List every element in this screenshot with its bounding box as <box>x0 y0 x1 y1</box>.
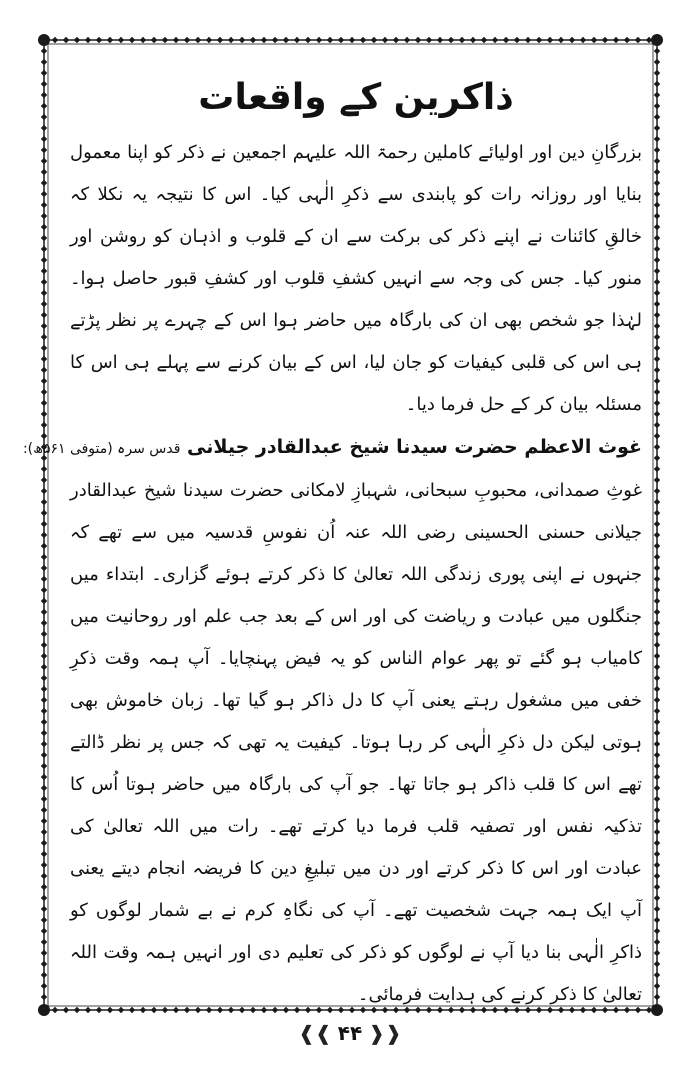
border-diamond <box>654 257 660 263</box>
border-diamond <box>206 37 212 43</box>
border-diamond <box>654 158 660 164</box>
border-diamond <box>654 224 660 230</box>
border-diamond <box>547 37 553 43</box>
border-diamond <box>624 37 630 43</box>
border-diamond <box>349 37 355 43</box>
border-diamond <box>41 213 47 219</box>
border-diamond <box>41 675 47 681</box>
border-diamond <box>41 334 47 340</box>
border-diamond <box>654 598 660 604</box>
border-diamond <box>635 37 641 43</box>
border-diamond <box>654 851 660 857</box>
border-diamond <box>41 488 47 494</box>
border-diamond <box>305 37 311 43</box>
border-diamond <box>41 224 47 230</box>
border-diamond <box>184 37 190 43</box>
section-heading-sub: قدس سرہ (متوفی ۵۶۱ھ): <box>22 441 181 457</box>
border-diamond <box>569 37 575 43</box>
border-diamond <box>654 81 660 87</box>
border-diamond <box>41 763 47 769</box>
border-diamond <box>41 741 47 747</box>
border-diamond <box>536 37 542 43</box>
border-diamond <box>654 983 660 989</box>
border-diamond <box>41 620 47 626</box>
border-diamond <box>41 290 47 296</box>
border-diamond <box>654 829 660 835</box>
border-diamond <box>74 37 80 43</box>
border-diamond <box>41 818 47 824</box>
border-diamond <box>654 92 660 98</box>
border-diamond <box>654 774 660 780</box>
border-diamond <box>654 807 660 813</box>
border-diamond <box>316 37 322 43</box>
section-heading <box>22 426 642 470</box>
border-diamond <box>654 642 660 648</box>
border-diamond <box>41 499 47 505</box>
border-diamond <box>470 37 476 43</box>
border-diamond <box>239 37 245 43</box>
border-diamond <box>41 70 47 76</box>
border-diamond <box>41 191 47 197</box>
border-diamond <box>41 103 47 109</box>
border-diamond <box>654 697 660 703</box>
border-diamond <box>63 37 69 43</box>
border-diamond <box>654 59 660 65</box>
border-diamond <box>654 939 660 945</box>
border-diamond <box>654 499 660 505</box>
border-diamond <box>654 664 660 670</box>
border-diamond <box>52 37 58 43</box>
border-diamond <box>602 37 608 43</box>
border-diamond <box>654 488 660 494</box>
border-diamond <box>591 37 597 43</box>
border-diamond <box>654 554 660 560</box>
border-diamond <box>118 37 124 43</box>
border-diamond <box>217 37 223 43</box>
border-diamond <box>41 125 47 131</box>
border-diamond <box>41 829 47 835</box>
border-diamond <box>654 576 660 582</box>
border-diamond <box>41 785 47 791</box>
border-diamond <box>41 994 47 1000</box>
border-diamond <box>654 191 660 197</box>
border-diamond <box>654 301 660 307</box>
border-diamond <box>654 818 660 824</box>
border-diamond <box>525 37 531 43</box>
border-diamond <box>41 543 47 549</box>
border-diamond <box>654 906 660 912</box>
border-diamond <box>654 796 660 802</box>
border-diamond <box>41 279 47 285</box>
border-diamond <box>426 37 432 43</box>
border-diamond <box>41 554 47 560</box>
border-diamond <box>41 521 47 527</box>
border-diamond <box>41 895 47 901</box>
border-diamond <box>41 972 47 978</box>
border-diamond <box>195 37 201 43</box>
border-diamond <box>654 895 660 901</box>
page-footer <box>0 1018 700 1048</box>
border-diamond <box>654 763 660 769</box>
border-diamond <box>654 719 660 725</box>
border-diamond <box>654 510 660 516</box>
border-diamond <box>654 950 660 956</box>
border-diamond <box>654 917 660 923</box>
border-diamond <box>41 312 47 318</box>
border-diamond <box>41 917 47 923</box>
border-diamond <box>162 37 168 43</box>
border-diamond <box>272 37 278 43</box>
border-diamond <box>41 851 47 857</box>
border-diamond <box>654 994 660 1000</box>
border-diamond <box>129 37 135 43</box>
border-diamond <box>41 477 47 483</box>
border-diamond <box>654 114 660 120</box>
border-diamond <box>654 367 660 373</box>
border-diamond <box>654 653 660 659</box>
border-diamond <box>41 510 47 516</box>
border-diamond <box>654 213 660 219</box>
border-diamond <box>41 136 47 142</box>
border-diamond <box>654 279 660 285</box>
section-heading-main: غوث الاعظم حضرت سیدنا شیخ عبدالقادر جیلانی <box>187 436 642 458</box>
border-diamond <box>41 48 47 54</box>
border-diamond <box>459 37 465 43</box>
border-diamond <box>338 37 344 43</box>
border-diamond <box>41 598 47 604</box>
border-diamond <box>41 884 47 890</box>
border-diamond <box>250 37 256 43</box>
border-diamond <box>654 312 660 318</box>
border-diamond <box>654 565 660 571</box>
border-diamond <box>654 147 660 153</box>
border-diamond <box>41 609 47 615</box>
border-diamond <box>654 521 660 527</box>
border-diamond <box>393 37 399 43</box>
border-diamond <box>654 862 660 868</box>
border-diamond <box>654 268 660 274</box>
border-diamond <box>654 235 660 241</box>
border-diamond <box>415 37 421 43</box>
border-diamond <box>654 411 660 417</box>
page-number: ۴۴ <box>337 1021 363 1045</box>
border-diamond <box>654 741 660 747</box>
border-diamond <box>654 972 660 978</box>
border-diamond <box>173 37 179 43</box>
border-diamond <box>41 983 47 989</box>
border-diamond <box>327 37 333 43</box>
border-diamond <box>654 455 660 461</box>
biography-paragraph: غوثِ صمدانی، محبوبِ سبحانی، شہبازِ لامکانی حضرت سیدنا شیخ عبدالقادر جیلانی حسنی الحسینی رضی اللہ عنہ اُن نفوسِ قدسیہ میں سے تھے کہ جنہوں نے اپنی پوری زندگی اللہ تعالیٰ کا ذکر کرتے ہوئے گزاری۔ ابتداء میں جنگلوں میں عبادت و ریاضت کی اور اس کے بعد جب علم اور روحانیت میں کامیاب ہو گئے تو پھر عوام الناس کو یہ فیض پہنچایا۔ آپ ہمہ وقت ذکرِ خفی میں مشغول رہتے یعنی آپ کا دل ذاکر ہو گیا تھا۔ زبان خاموش بھی ہوتی لیکن دل ذکرِ الٰہی کر رہا ہوتا۔ کیفیت یہ تھی کہ جس پر نظر ڈالتے تھے اس کا قلب ذاکر ہو جاتا تھا۔ جو آپ کی بارگاہ میں حاضر ہوتا اُس کا تذکیہ نفس اور تصفیہ قلب فرما دیا کرتے تھے۔ رات میں اللہ تعالیٰ کی عبادت اور اس کا ذکر کرتے اور دن میں تبلیغِ دین کا فریضہ انجام دیتے یعنی آپ ایک ہمہ جہت شخصیت تھے۔ آپ کی نگاہِ کرم نے بے شمار لوگوں کو ذاکرِ الٰہی بنا دیا آپ نے لوگوں کو ذکر کی تعلیم دی اور انہیں ہمہ وقت اللہ تعالیٰ کا ذکر کرنے کی ہدایت فرمائی۔ <box>70 480 642 1005</box>
footer-ornament-right-icon: ❱❱ <box>368 1021 402 1045</box>
border-diamond <box>654 356 660 362</box>
border-diamond <box>654 180 660 186</box>
border-diamond <box>41 411 47 417</box>
border-diamond <box>107 37 113 43</box>
border-diamond <box>654 422 660 428</box>
border-diamond <box>580 37 586 43</box>
border-diamond <box>283 37 289 43</box>
border-diamond <box>41 939 47 945</box>
border-diamond <box>41 202 47 208</box>
border-diamond <box>654 532 660 538</box>
border-diamond <box>41 950 47 956</box>
border-diamond <box>41 752 47 758</box>
border-diamond <box>654 631 660 637</box>
border-diamond <box>654 169 660 175</box>
border-diamond <box>41 840 47 846</box>
border-diamond <box>654 752 660 758</box>
border-diamond <box>654 675 660 681</box>
border-diamond <box>654 708 660 714</box>
border-diamond <box>654 334 660 340</box>
border-diamond <box>654 70 660 76</box>
border-diamond <box>492 37 498 43</box>
border-diamond <box>41 158 47 164</box>
border-diamond <box>41 367 47 373</box>
border-diamond <box>404 37 410 43</box>
border-diamond <box>360 37 366 43</box>
border-diamond <box>41 796 47 802</box>
border-diamond <box>41 257 47 263</box>
border-diamond <box>654 323 660 329</box>
border-diamond <box>654 400 660 406</box>
border-diamond <box>654 48 660 54</box>
border-diamond <box>85 37 91 43</box>
border-diamond <box>41 862 47 868</box>
border-diamond <box>41 345 47 351</box>
border-diamond <box>654 620 660 626</box>
border-diamond <box>41 719 47 725</box>
border-diamond <box>41 92 47 98</box>
border-diamond <box>654 290 660 296</box>
border-diamond <box>41 389 47 395</box>
border-diamond <box>41 59 47 65</box>
border-diamond <box>41 906 47 912</box>
border-diamond <box>41 180 47 186</box>
border-diamond <box>96 37 102 43</box>
border-diamond <box>41 565 47 571</box>
border-diamond <box>654 345 660 351</box>
border-diamond <box>41 400 47 406</box>
border-diamond <box>654 609 660 615</box>
border-diamond <box>41 774 47 780</box>
border-diamond <box>654 928 660 934</box>
border-diamond <box>41 378 47 384</box>
border-diamond <box>654 202 660 208</box>
border-diamond <box>654 103 660 109</box>
border-diamond <box>41 246 47 252</box>
border-diamond <box>654 477 660 483</box>
border-diamond <box>63 1007 69 1013</box>
border-diamond <box>503 37 509 43</box>
border-diamond <box>41 81 47 87</box>
border-diamond <box>654 587 660 593</box>
border-diamond <box>654 686 660 692</box>
page-title: ذاکرین کے واقعات <box>198 77 514 118</box>
border-diamond <box>52 1007 58 1013</box>
border-diamond <box>41 730 47 736</box>
border-diamond <box>654 433 660 439</box>
border-diamond <box>654 136 660 142</box>
border-diamond <box>382 37 388 43</box>
border-diamond <box>261 37 267 43</box>
border-diamond <box>481 37 487 43</box>
border-diamond <box>514 37 520 43</box>
border-diamond <box>41 697 47 703</box>
border-diamond <box>41 686 47 692</box>
border-diamond <box>41 631 47 637</box>
border-diamond <box>437 37 443 43</box>
intro-paragraph: بزرگانِ دین اور اولیائے کاملین رحمۃ اللہ علیہم اجمعین نے ذکر کو اپنا معمول بنایا اور روزانہ رات کو پابندی سے ذکرِ الٰہی کیا۔ اس کا نتیجہ یہ نکلا کہ خالقِ کائنات نے اپنے ذکر کی برکت سے ان کے قلوب و اذہان کو روشن اور منور کیا۔ جس کی وجہ سے انہیں کشفِ قلوب اور کشفِ قبور حاصل ہوا۔ لہٰذا جو شخص بھی ان کی بارگاہ میں حاضر ہوا اس کے چہرے پر نظر پڑتے ہی اس کی قلبی کیفیات کو جان لیا، اس کے بیان کرنے سے پہلے ہی اس کا مسئلہ بیان کر کے حل فرما دیا۔ <box>70 142 642 415</box>
border-diamond <box>654 730 660 736</box>
page-content <box>22 66 642 1008</box>
border-diamond <box>41 928 47 934</box>
border-diamond <box>228 37 234 43</box>
border-diamond <box>654 466 660 472</box>
border-diamond <box>41 664 47 670</box>
border-diamond <box>41 147 47 153</box>
border-diamond <box>41 576 47 582</box>
border-diamond <box>654 246 660 252</box>
border-diamond <box>41 532 47 538</box>
border-diamond <box>654 873 660 879</box>
border-diamond <box>654 543 660 549</box>
border-diamond <box>41 235 47 241</box>
border-diamond <box>448 37 454 43</box>
border-diamond <box>654 389 660 395</box>
border-diamond <box>654 884 660 890</box>
border-diamond <box>41 323 47 329</box>
border-diamond <box>558 37 564 43</box>
border-diamond <box>140 37 146 43</box>
border-diamond <box>41 268 47 274</box>
border-diamond <box>41 708 47 714</box>
footer-ornament-left-icon: ❰❰ <box>298 1021 332 1045</box>
border-diamond <box>41 807 47 813</box>
border-diamond <box>41 961 47 967</box>
border-diamond <box>294 37 300 43</box>
border-diamond <box>654 840 660 846</box>
border-diamond <box>41 114 47 120</box>
border-diamond <box>41 356 47 362</box>
border-diamond <box>41 587 47 593</box>
border-diamond <box>654 125 660 131</box>
border-diamond <box>654 961 660 967</box>
border-diamond <box>371 37 377 43</box>
border-diamond <box>41 642 47 648</box>
border-diamond <box>654 444 660 450</box>
border-diamond <box>41 301 47 307</box>
border-diamond <box>151 37 157 43</box>
border-diamond <box>613 37 619 43</box>
border-diamond <box>654 785 660 791</box>
border-diamond <box>41 653 47 659</box>
border-diamond <box>654 378 660 384</box>
border-diamond <box>41 873 47 879</box>
border-diamond <box>41 169 47 175</box>
